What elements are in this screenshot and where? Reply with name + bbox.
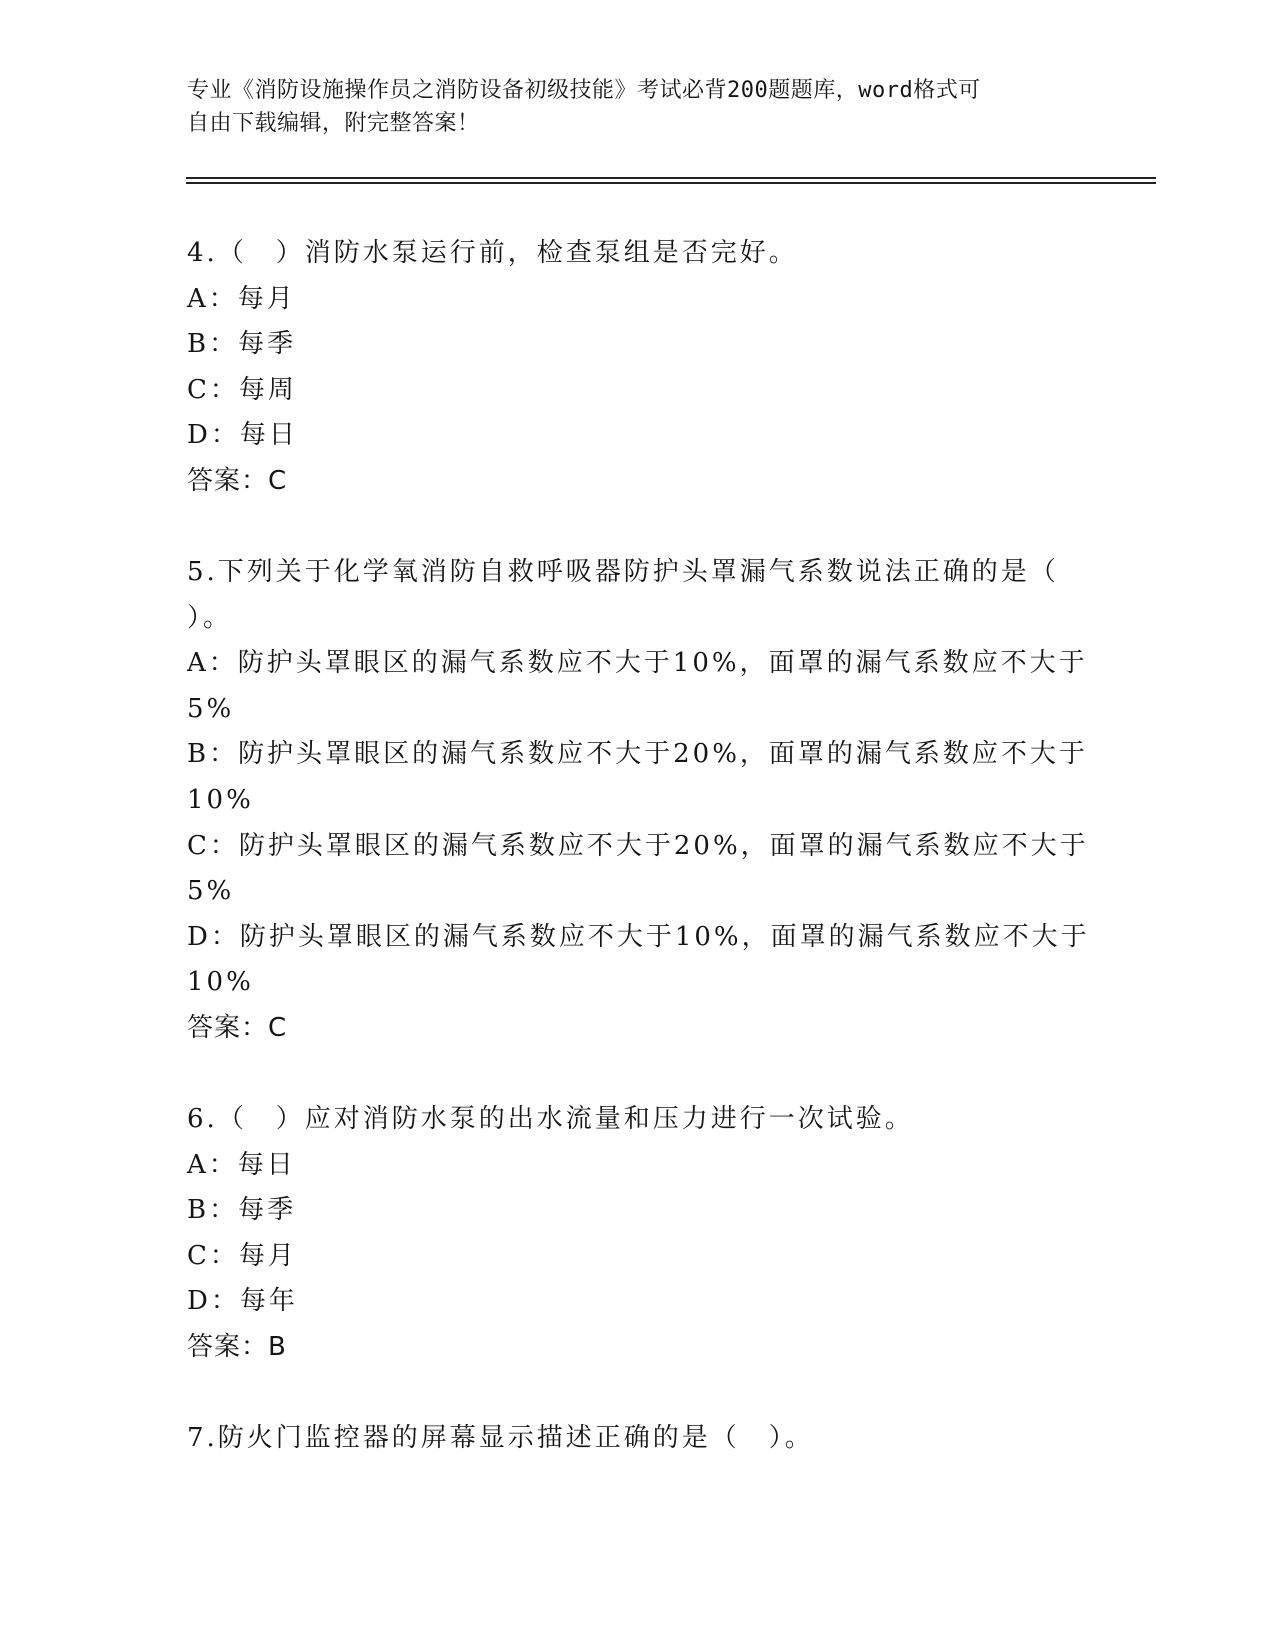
header-divider-bottom — [186, 182, 1156, 184]
question-6-option-b: B：每季 — [187, 1195, 297, 1225]
document-header — [187, 74, 1067, 140]
question-4-answer: 答案：C — [187, 466, 288, 496]
question-7-stem: 7.防火门监控器的屏幕显示描述正确的是（ ）。 — [187, 1423, 814, 1453]
header-divider-top — [186, 177, 1156, 179]
header-line-1: 专业《消防设施操作员之消防设备初级技能》考试必背200题题库，word格式可 — [187, 78, 981, 103]
question-6-stem: 6.（ ）应对消防水泵的出水流量和压力进行一次试验。 — [187, 1104, 914, 1134]
question-5-option-d-line-1: D：防护头罩眼区的漏气系数应不大于10%，面罩的漏气系数应不大于 — [187, 922, 1090, 952]
question-4-option-c: C：每周 — [187, 375, 297, 405]
question-5-option-a-line-1: A：防护头罩眼区的漏气系数应不大于10%，面罩的漏气系数应不大于 — [187, 648, 1088, 678]
question-4-stem: 4.（ ）消防水泵运行前，检查泵组是否完好。 — [187, 238, 798, 268]
question-5-option-b-line-1: B：防护头罩眼区的漏气系数应不大于20%，面罩的漏气系数应不大于 — [187, 739, 1088, 769]
question-5-option-b-line-2: 10% — [187, 785, 254, 815]
question-5-option-a-line-2: 5% — [187, 694, 235, 724]
header-line-2: 自由下载编辑，附完整答案！ — [187, 111, 480, 136]
question-6-option-d: D：每年 — [187, 1286, 298, 1316]
question-4-option-b: B：每季 — [187, 329, 297, 359]
question-5-stem-line-2: ）。 — [187, 603, 233, 633]
question-5-answer: 答案：C — [187, 1013, 288, 1043]
question-4-option-a: A：每月 — [187, 284, 296, 314]
question-5-stem-line-1: 5.下列关于化学氧消防自救呼吸器防护头罩漏气系数说法正确的是（ — [187, 557, 1059, 587]
question-6-option-c: C：每月 — [187, 1241, 297, 1271]
question-4-option-d: D：每日 — [187, 420, 298, 450]
question-5-option-c-line-1: C：防护头罩眼区的漏气系数应不大于20%，面罩的漏气系数应不大于 — [187, 831, 1089, 861]
question-5-option-c-line-2: 5% — [187, 876, 235, 906]
question-5-option-d-line-2: 10% — [187, 967, 254, 997]
question-6-answer: 答案：B — [187, 1332, 287, 1362]
question-6-option-a: A：每日 — [187, 1150, 296, 1180]
